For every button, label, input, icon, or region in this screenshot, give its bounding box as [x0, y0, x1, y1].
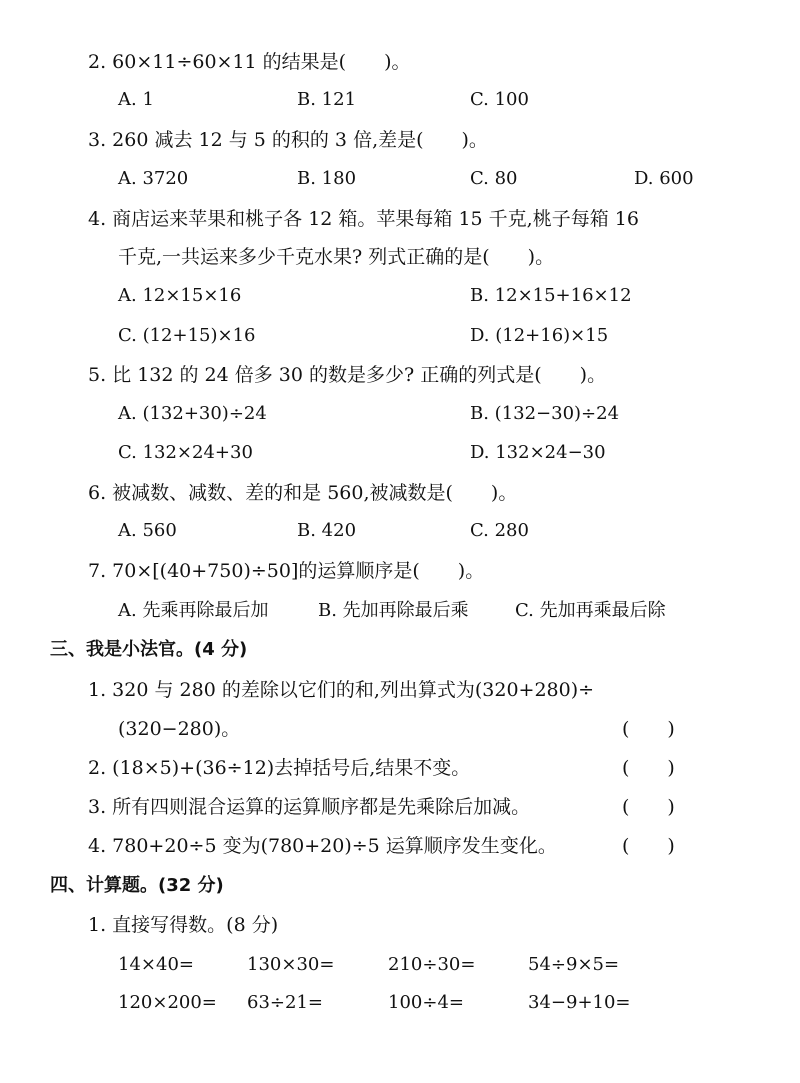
calc-item: 14×40= [118, 954, 194, 975]
calc-item: 63÷21= [247, 992, 323, 1013]
question-4-stem-line1: 4. 商店运来苹果和桃子各 12 箱。苹果每箱 15 千克,桃子每箱 16 [88, 208, 639, 230]
q5-option-a: A. (132+30)÷24 [118, 403, 267, 424]
question-3-stem: 3. 260 减去 12 与 5 的积的 3 倍,差是( )。 [88, 129, 488, 151]
q6-option-b: B. 420 [297, 520, 357, 541]
calc-item: 34−9+10= [528, 992, 631, 1013]
q7-option-a: A. 先乘再除最后加 [118, 600, 269, 621]
question-5-stem: 5. 比 132 的 24 倍多 30 的数是多少? 正确的列式是( )。 [88, 364, 607, 386]
judge-4-answer-paren[interactable]: ( ) [622, 835, 675, 857]
calc-item: 100÷4= [388, 992, 464, 1013]
q5-option-c: C. 132×24+30 [118, 442, 253, 463]
judge-2-answer-paren[interactable]: ( ) [622, 757, 675, 779]
judge-1-answer-paren[interactable]: ( ) [622, 718, 675, 740]
calc-sub-1-heading: 1. 直接写得数。(8 分) [88, 914, 279, 936]
calc-item: 54÷9×5= [528, 954, 620, 975]
judge-1-line1: 1. 320 与 280 的差除以它们的和,列出算式为(320+280)÷ [88, 679, 595, 701]
q6-option-c: C. 280 [470, 520, 529, 541]
q4-option-d: D. (12+16)×15 [470, 325, 609, 346]
q7-option-b: B. 先加再除最后乘 [318, 600, 469, 621]
q2-option-b: B. 121 [297, 89, 357, 110]
judge-4: 4. 780+20÷5 变为(780+20)÷5 运算顺序发生变化。 [88, 835, 557, 857]
q3-option-c: C. 80 [470, 168, 518, 189]
judge-2: 2. (18×5)+(36÷12)去掉括号后,结果不变。 [88, 757, 471, 779]
calc-item: 210÷30= [388, 954, 476, 975]
question-6-stem: 6. 被减数、减数、差的和是 560,被减数是( )。 [88, 482, 518, 504]
judge-1-line2: (320−280)。 [118, 718, 241, 740]
q5-option-d: D. 132×24−30 [470, 442, 606, 463]
section-4-heading: 四、计算题。(32 分) [50, 875, 224, 896]
q3-option-d: D. 600 [634, 168, 694, 189]
question-2-stem: 2. 60×11÷60×11 的结果是( )。 [88, 51, 411, 73]
calc-item: 120×200= [118, 992, 217, 1013]
judge-3-answer-paren[interactable]: ( ) [622, 796, 675, 818]
q6-option-a: A. 560 [118, 520, 177, 541]
question-7-stem: 7. 70×[(40+750)÷50]的运算顺序是( )。 [88, 560, 485, 582]
q4-option-a: A. 12×15×16 [118, 285, 242, 306]
q3-option-a: A. 3720 [118, 168, 189, 189]
q7-option-c: C. 先加再乘最后除 [515, 600, 666, 621]
question-4-stem-line2: 千克,一共运来多少千克水果? 列式正确的是( )。 [118, 246, 555, 268]
judge-3: 3. 所有四则混合运算的运算顺序都是先乘除后加减。 [88, 796, 531, 818]
q2-option-a: A. 1 [118, 89, 154, 110]
q2-option-c: C. 100 [470, 89, 529, 110]
q5-option-b: B. (132−30)÷24 [470, 403, 620, 424]
q3-option-b: B. 180 [297, 168, 357, 189]
q4-option-c: C. (12+15)×16 [118, 325, 256, 346]
calc-item: 130×30= [247, 954, 335, 975]
section-3-heading: 三、我是小法官。(4 分) [50, 639, 248, 660]
q4-option-b: B. 12×15+16×12 [470, 285, 632, 306]
